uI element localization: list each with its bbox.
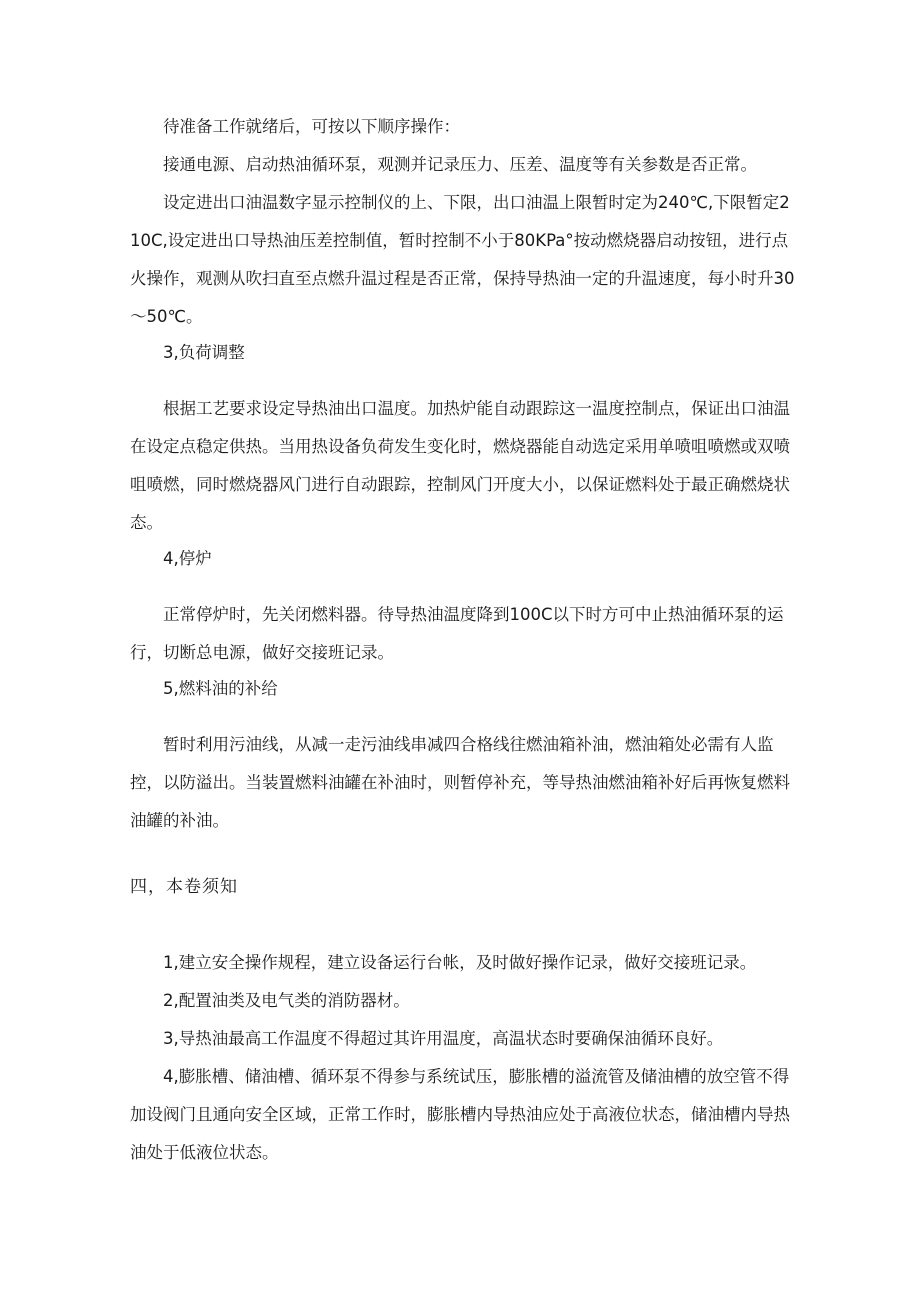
fuel-supply-paragraph: 暂时利用污油线，从减一走污油线串减四合格线往燃油箱补油，燃油箱处必需有人监控，以防溢出。当装置燃料油罐在补油时，则暂停补充，等导热油燃油箱补好后再恢复燃料油罐的补油。 — [130, 735, 790, 830]
heading-shutdown: 4,停炉 — [163, 549, 212, 568]
shutdown-paragraph: 正常停炉时，先关闭燃料器。待导热油温度降到100C以下时方可中止热油循环泵的运行，切断总电源，做好交接班记录。 — [130, 605, 784, 662]
notice-item-3: 3,导热油最高工作温度不得超过其许用温度，高温状态时要确保油循环良好。 — [163, 1029, 724, 1048]
step-setpoint-paragraph: 设定进出口油温数字显示控制仪的上、下限，出口油温上限暂时定为240℃,下限暂定210C,设定进出口导热油压差控制值，暂时控制不小于80KPa°按动燃烧器启动按钮，进行点火操作，观测从吹扫直至点燃升温过程是否正常，保持导热油一定的升温速度，每小时升30～50℃。 — [130, 193, 795, 326]
heading-fuel-supply: 5,燃料油的补给 — [163, 679, 278, 698]
intro-paragraph: 待准备工作就绪后，可按以下顺序操作： — [163, 117, 460, 136]
heading-load-adjustment: 3,负荷调整 — [163, 343, 245, 362]
step-power-paragraph: 接通电源、启动热油循环泵，观测并记录压力、压差、温度等有关参数是否正常。 — [163, 155, 757, 174]
notice-item-1: 1,建立安全操作规程，建立设备运行台帐，及时做好操作记录，做好交接班记录。 — [163, 953, 757, 972]
section-heading-notice: 四，本卷须知 — [130, 877, 238, 897]
notice-item-2: 2,配置油类及电气类的消防器材。 — [163, 991, 410, 1010]
notice-item-4: 4,膨胀槽、储油槽、循环泵不得参与系统试压，膨胀槽的溢流管及储油槽的放空管不得加设阀门且通向安全区域，正常工作时，膨胀槽内导热油应处于高液位状态，储油槽内导热油处于低液位状态。 — [130, 1067, 790, 1162]
load-adjustment-paragraph: 根据工艺要求设定导热油出口温度。加热炉能自动跟踪这一温度控制点，保证出口油温在设定点稳定供热。当用热设备负荷发生变化时，燃烧器能自动选定采用单喷咀喷燃或双喷咀喷燃，同时燃烧器风门进行自动跟踪，控制风门开度大小，以保证燃料处于最正确燃烧状态。 — [130, 399, 790, 532]
